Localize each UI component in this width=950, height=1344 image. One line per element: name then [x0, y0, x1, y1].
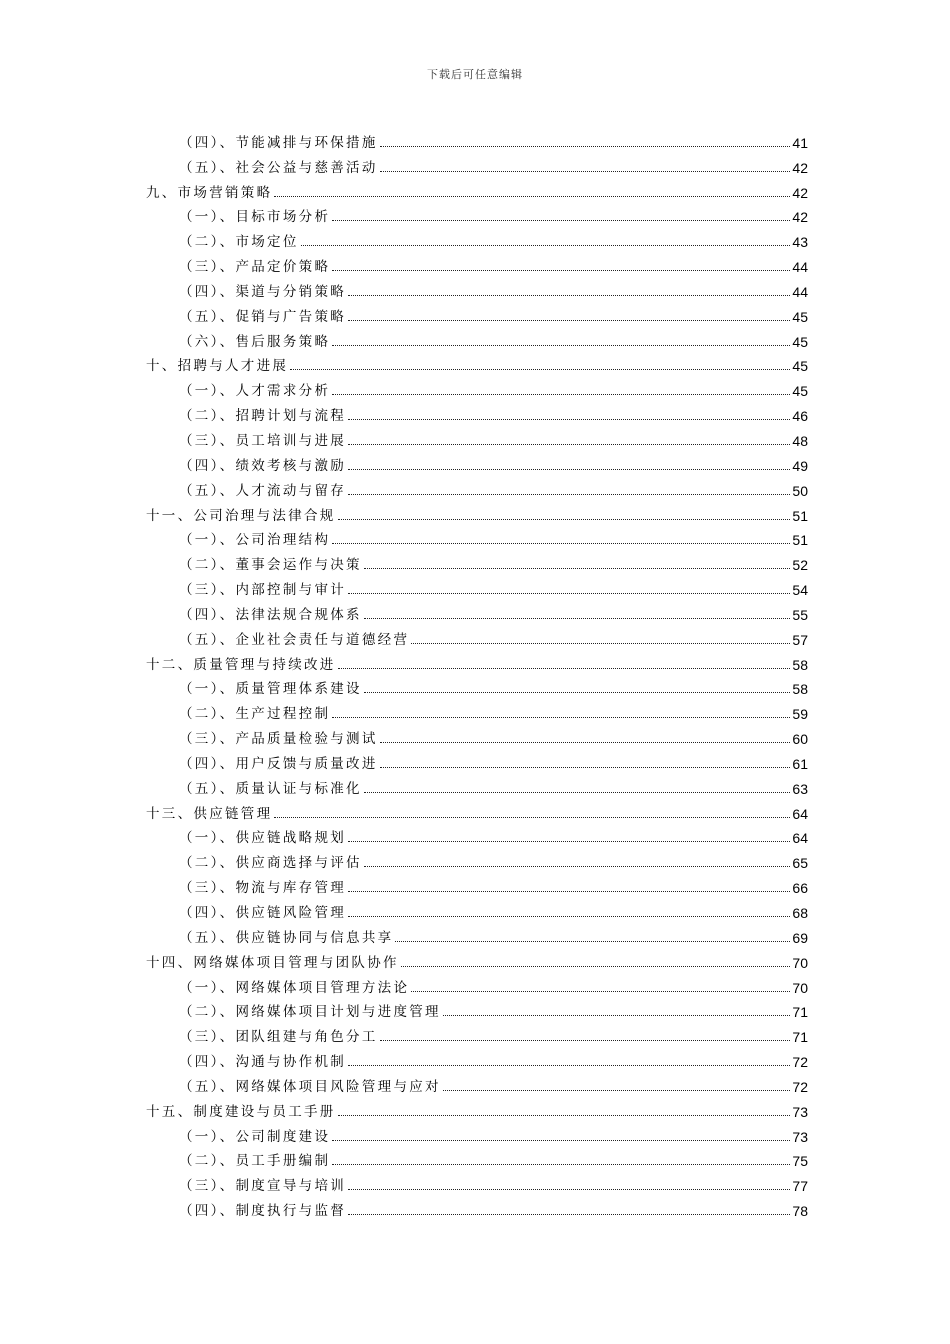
toc-dot-leader [348, 841, 790, 842]
toc-dot-leader [401, 966, 791, 967]
toc-dot-leader [348, 916, 790, 917]
toc-section-entry[interactable] [146, 225, 808, 250]
toc-chapter-entry[interactable] [146, 797, 808, 822]
toc-page-number: 55 [792, 606, 808, 623]
toc-page-number: 46 [792, 408, 808, 425]
toc-page-number: 50 [792, 482, 808, 499]
toc-entry-label: 十三、供应链管理 [146, 805, 273, 822]
toc-dot-leader [348, 295, 790, 296]
toc-page-number: 64 [792, 805, 808, 822]
toc-page-number: 51 [792, 507, 808, 524]
toc-entry-label: （三）、产品质量检验与测试 [179, 731, 378, 748]
toc-section-entry[interactable] [146, 722, 808, 747]
toc-entry-label: （四）、渠道与分销策略 [179, 283, 347, 300]
toc-chapter-entry[interactable] [146, 176, 808, 201]
toc-section-entry[interactable] [146, 548, 808, 573]
toc-dot-leader [364, 866, 791, 867]
toc-entry-label: 十一、公司治理与法律合规 [146, 507, 336, 524]
toc-page-number: 69 [792, 929, 808, 946]
toc-entry-label: （三）、产品定价策略 [179, 259, 331, 276]
toc-section-entry[interactable] [146, 598, 808, 623]
toc-section-entry[interactable] [146, 474, 808, 499]
toc-entry-label: （一）、目标市场分析 [179, 209, 331, 226]
toc-dot-leader [380, 146, 791, 147]
toc-section-entry[interactable] [146, 201, 808, 226]
toc-section-entry[interactable] [146, 822, 808, 847]
toc-section-entry[interactable] [146, 300, 808, 325]
toc-entry-label: （四）、法律法规合规体系 [179, 606, 362, 623]
toc-section-entry[interactable] [146, 250, 808, 275]
toc-entry-label: （二）、员工手册编制 [179, 1153, 331, 1170]
toc-section-entry[interactable] [146, 524, 808, 549]
toc-page-number: 59 [792, 706, 808, 723]
toc-section-entry[interactable] [146, 399, 808, 424]
toc-entry-label: （二）、网络媒体项目计划与进度管理 [179, 1004, 441, 1021]
toc-page-number: 65 [792, 855, 808, 872]
toc-section-entry[interactable] [146, 374, 808, 399]
toc-entry-label: （五）、企业社会责任与道德经营 [179, 631, 410, 648]
toc-dot-leader [338, 668, 791, 669]
toc-section-entry[interactable] [146, 1020, 808, 1045]
toc-dot-leader [348, 444, 790, 445]
toc-section-entry[interactable] [146, 747, 808, 772]
toc-dot-leader [332, 717, 790, 718]
toc-entry-label: （一）、人才需求分析 [179, 383, 331, 400]
toc-section-entry[interactable] [146, 275, 808, 300]
toc-chapter-entry[interactable] [146, 499, 808, 524]
toc-dot-leader [332, 270, 790, 271]
toc-page-number: 43 [792, 234, 808, 251]
toc-section-entry[interactable] [146, 772, 808, 797]
toc-entry-label: （一）、公司制度建设 [179, 1128, 331, 1145]
toc-page-number: 73 [792, 1128, 808, 1145]
toc-entry-label: （四）、供应链风险管理 [179, 905, 347, 921]
toc-dot-leader [443, 1090, 791, 1091]
toc-page-number: 54 [792, 582, 808, 599]
toc-section-entry[interactable] [146, 126, 808, 151]
toc-page-number: 70 [792, 954, 808, 971]
toc-page-number: 44 [792, 283, 808, 300]
toc-dot-leader [332, 345, 790, 346]
toc-page-number: 72 [792, 1078, 808, 1095]
toc-entry-label: （四）、用户反馈与质量改进 [179, 755, 378, 772]
toc-entry-label: （四）、节能减排与环保措施 [179, 134, 378, 151]
toc-section-entry[interactable] [146, 449, 808, 474]
toc-dot-leader [338, 519, 791, 520]
toc-dot-leader [348, 1214, 790, 1215]
toc-page-number: 66 [792, 880, 808, 897]
toc-section-entry[interactable] [146, 573, 808, 598]
toc-page-number: 70 [792, 979, 808, 996]
toc-page-number: 45 [792, 333, 808, 350]
toc-page-number: 71 [792, 1004, 808, 1021]
toc-section-entry[interactable] [146, 673, 808, 698]
toc-dot-leader [301, 245, 791, 246]
toc-entry-label: （一）、供应链战略规划 [179, 830, 347, 847]
toc-page-number: 72 [792, 1054, 808, 1071]
page-header: 下载后可任意编辑 [427, 68, 523, 81]
toc-dot-leader [332, 543, 790, 544]
toc-entry-label: 十二、质量管理与持续改进 [146, 656, 336, 673]
toc-dot-leader [411, 643, 790, 644]
toc-dot-leader [348, 1189, 790, 1190]
toc-dot-leader [443, 1015, 791, 1016]
toc-section-entry[interactable] [146, 697, 808, 722]
toc-entry-label: （二）、招聘计划与流程 [179, 408, 347, 425]
toc-section-entry[interactable] [146, 424, 808, 449]
toc-page-number: 75 [792, 1153, 808, 1170]
toc-entry-label: 九、市场营销策略 [146, 184, 273, 201]
toc-entry-label: （一）、网络媒体项目管理方法论 [179, 979, 410, 996]
toc-dot-leader [395, 941, 790, 942]
toc-section-entry[interactable] [146, 846, 808, 871]
toc-section-entry[interactable] [146, 1145, 808, 1170]
toc-section-entry[interactable] [146, 1169, 808, 1194]
table-of-contents [146, 126, 808, 1219]
toc-page-number: 45 [792, 308, 808, 325]
toc-page-number: 45 [792, 358, 808, 375]
toc-chapter-entry[interactable] [146, 350, 808, 375]
toc-page-number: 64 [792, 830, 808, 847]
toc-chapter-entry[interactable] [146, 648, 808, 673]
toc-dot-leader [364, 618, 791, 619]
toc-page-number: 57 [792, 631, 808, 648]
toc-dot-leader [380, 1040, 791, 1041]
toc-dot-leader [290, 369, 790, 370]
toc-page-number: 58 [792, 681, 808, 698]
toc-dot-leader [332, 394, 790, 395]
toc-section-entry[interactable] [146, 325, 808, 350]
toc-page-number: 42 [792, 184, 808, 201]
toc-entry-label: （一）、公司治理结构 [179, 532, 331, 549]
toc-entry-label: （五）、促销与广告策略 [179, 308, 347, 325]
toc-page-number: 52 [792, 557, 808, 574]
toc-chapter-entry[interactable] [146, 1095, 808, 1120]
toc-dot-leader [364, 568, 791, 569]
toc-dot-leader [380, 171, 791, 172]
toc-page-number: 42 [792, 159, 808, 176]
toc-section-entry[interactable] [146, 1045, 808, 1070]
toc-dot-leader [348, 593, 790, 594]
toc-dot-leader [348, 419, 790, 420]
toc-entry-label: 十五、制度建设与员工手册 [146, 1103, 336, 1120]
toc-page-number: 78 [792, 1203, 808, 1220]
toc-entry-label: （五）、人才流动与留存 [179, 482, 347, 499]
toc-dot-leader [380, 742, 791, 743]
toc-page-number: 77 [792, 1178, 808, 1195]
toc-dot-leader [332, 220, 790, 221]
toc-section-entry[interactable] [146, 971, 808, 996]
toc-dot-leader [348, 320, 790, 321]
toc-page-number: 42 [792, 209, 808, 226]
toc-page-number: 71 [792, 1029, 808, 1046]
toc-section-entry[interactable] [146, 996, 808, 1021]
toc-dot-leader [348, 494, 790, 495]
toc-section-entry[interactable] [146, 151, 808, 176]
toc-entry-label: （四）、沟通与协作机制 [179, 1054, 347, 1071]
toc-page-number: 61 [792, 755, 808, 772]
toc-dot-leader [380, 767, 791, 768]
toc-entry-label: （二）、董事会运作与决策 [179, 557, 362, 574]
toc-dot-leader [348, 469, 790, 470]
toc-dot-leader [411, 991, 790, 992]
toc-dot-leader [338, 1115, 791, 1116]
toc-entry-label: （三）、员工培训与进展 [179, 432, 347, 449]
toc-page-number: 44 [792, 259, 808, 276]
toc-entry-label: （六）、售后服务策略 [179, 333, 331, 350]
toc-page-number: 68 [792, 905, 808, 921]
toc-section-entry[interactable] [146, 1070, 808, 1095]
toc-entry-label: （四）、制度执行与监督 [179, 1203, 347, 1220]
toc-section-entry[interactable] [146, 1194, 808, 1219]
toc-entry-label: （三）、团队组建与角色分工 [179, 1029, 378, 1046]
toc-page-number: 49 [792, 457, 808, 474]
toc-dot-leader [364, 792, 791, 793]
toc-entry-label: （二）、市场定位 [179, 234, 299, 251]
toc-dot-leader [274, 196, 790, 197]
toc-page-number: 51 [792, 532, 808, 549]
toc-page-number: 48 [792, 432, 808, 449]
toc-entry-label: 十四、网络媒体项目管理与团队协作 [146, 954, 399, 971]
toc-section-entry[interactable] [146, 896, 808, 921]
toc-page-number: 41 [792, 134, 808, 151]
toc-dot-leader [364, 692, 791, 693]
toc-entry-label: （五）、社会公益与慈善活动 [179, 159, 378, 176]
toc-dot-leader [348, 1065, 790, 1066]
toc-section-entry[interactable] [146, 1120, 808, 1145]
toc-entry-label: （二）、生产过程控制 [179, 706, 331, 723]
toc-dot-leader [332, 1140, 790, 1141]
toc-section-entry[interactable] [146, 623, 808, 648]
toc-dot-leader [274, 817, 790, 818]
toc-page-number: 45 [792, 383, 808, 400]
toc-section-entry[interactable] [146, 921, 808, 946]
toc-entry-label: 十、招聘与人才进展 [146, 358, 289, 375]
toc-page-number: 58 [792, 656, 808, 673]
toc-entry-label: （五）、网络媒体项目风险管理与应对 [179, 1078, 441, 1095]
toc-page-number: 73 [792, 1103, 808, 1120]
toc-entry-label: （五）、供应链协同与信息共享 [179, 929, 394, 946]
toc-chapter-entry[interactable] [146, 946, 808, 971]
toc-entry-label: （四）、绩效考核与激励 [179, 457, 347, 474]
toc-entry-label: （三）、制度宣导与培训 [179, 1178, 347, 1195]
toc-entry-label: （五）、质量认证与标准化 [179, 780, 362, 797]
toc-entry-label: （一）、质量管理体系建设 [179, 681, 362, 698]
toc-page-number: 60 [792, 731, 808, 748]
toc-page-number: 63 [792, 780, 808, 797]
toc-entry-label: （二）、供应商选择与评估 [179, 855, 362, 872]
toc-entry-label: （三）、内部控制与审计 [179, 582, 347, 599]
toc-entry-label: （三）、物流与库存管理 [179, 880, 347, 897]
toc-dot-leader [332, 1164, 790, 1165]
toc-dot-leader [348, 891, 790, 892]
toc-section-entry[interactable] [146, 871, 808, 896]
